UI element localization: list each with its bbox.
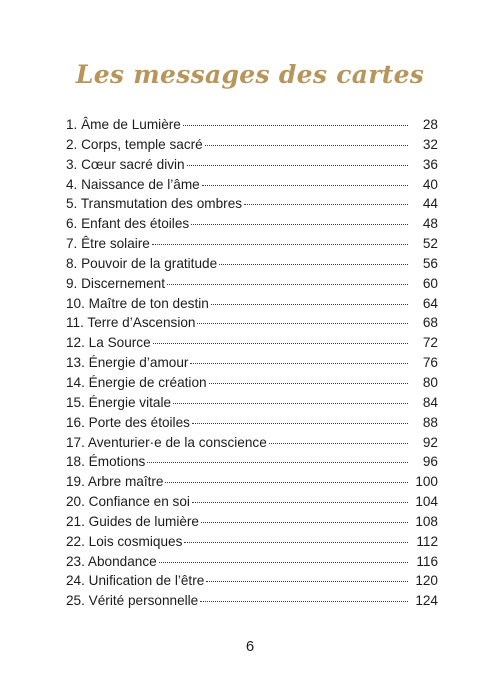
entry-title: 11. Terre d’Ascension [66, 315, 196, 331]
dot-leader [201, 522, 408, 523]
entry-title: 9. Discernement [66, 275, 165, 291]
toc-entry [66, 512, 438, 532]
entry-page-number: 64 [422, 295, 438, 311]
entry-page-number: 60 [422, 275, 438, 291]
toc-entry [66, 333, 438, 353]
dot-leader [192, 502, 408, 503]
entry-page-number: 40 [422, 176, 438, 192]
dot-leader [187, 165, 408, 166]
dot-leader [219, 264, 408, 265]
entry-page-number: 56 [422, 255, 438, 271]
toc-entry [66, 294, 438, 314]
dot-leader [167, 284, 408, 285]
toc-entry [66, 274, 438, 294]
toc-entry [66, 254, 438, 274]
toc-entry [66, 591, 438, 611]
toc-entry [66, 135, 438, 155]
entry-page-number: 28 [422, 117, 438, 132]
entry-page-number: 108 [415, 513, 438, 529]
entry-title: 3. Cœur sacré divin [66, 156, 185, 172]
dot-leader [205, 145, 408, 146]
dot-leader [209, 383, 408, 384]
entry-title: 15. Énergie vitale [66, 394, 172, 410]
dot-leader [147, 462, 408, 463]
dot-leader [190, 363, 408, 364]
dot-leader [183, 125, 408, 126]
entry-title: 2. Corps, temple sacré [66, 136, 203, 152]
entry-page-number: 120 [415, 573, 438, 589]
entry-title: 8. Pouvoir de la gratitude [66, 255, 218, 271]
dot-leader [269, 443, 408, 444]
table-of-contents [66, 115, 438, 611]
entry-title: 5. Transmutation des ombres [66, 196, 243, 212]
toc-entry [66, 353, 438, 373]
toc-entry [66, 472, 438, 492]
entry-page-number: 92 [422, 434, 438, 450]
toc-entry [66, 313, 438, 333]
entry-page-number: 48 [422, 216, 438, 232]
entry-page-number: 124 [415, 593, 438, 609]
dot-leader [153, 343, 408, 344]
toc-entry [66, 373, 438, 393]
entry-title: 10. Maître de ton destin [66, 295, 209, 311]
entry-title: 22. Lois cosmiques [66, 533, 183, 549]
page-number: 6 [245, 638, 255, 655]
dot-leader [197, 323, 408, 324]
entry-page-number: 44 [422, 196, 438, 212]
entry-page-number: 80 [422, 374, 438, 390]
dot-leader [159, 562, 408, 563]
dot-leader [211, 304, 408, 305]
dot-leader [200, 601, 408, 602]
dot-leader [202, 185, 408, 186]
entry-page-number: 84 [422, 394, 438, 410]
toc-entry [66, 194, 438, 214]
toc-entry [66, 571, 438, 591]
dot-leader [244, 204, 408, 205]
dot-leader [184, 542, 408, 543]
toc-entry [66, 452, 438, 472]
entry-title: 25. Vérité personnelle [66, 593, 199, 609]
entry-title: 16. Porte des étoiles [66, 414, 190, 430]
entry-title: 7. Être solaire [66, 236, 150, 252]
entry-page-number: 104 [415, 494, 438, 510]
entry-page-number: 88 [422, 414, 438, 430]
toc-entry [66, 155, 438, 175]
entry-page-number: 68 [422, 315, 438, 331]
entry-page-number: 36 [422, 156, 438, 172]
toc-entry [66, 552, 438, 572]
dot-leader [206, 581, 408, 582]
dot-leader [165, 482, 408, 483]
entry-title: 14. Énergie de création [66, 374, 207, 390]
toc-entry [66, 175, 438, 195]
toc-entry [66, 413, 438, 433]
entry-page-number: 52 [422, 236, 438, 252]
entry-title: 17. Aventurier·e de la conscience [66, 434, 267, 450]
entry-title: 12. La Source [66, 335, 151, 351]
entry-title: 21. Guides de lumière [66, 513, 199, 529]
toc-entry [66, 433, 438, 453]
entry-page-number: 112 [416, 533, 438, 549]
entry-page-number: 96 [422, 454, 438, 470]
entry-page-number: 32 [422, 136, 438, 152]
toc-entry [66, 115, 438, 135]
entry-page-number: 76 [422, 355, 438, 371]
entry-title: 4. Naissance de l’âme [66, 176, 200, 192]
entry-title: 6. Enfant des étoiles [66, 216, 190, 232]
entry-page-number: 100 [415, 474, 438, 490]
dot-leader [152, 244, 408, 245]
entry-title: 19. Arbre maître [66, 474, 164, 490]
dot-leader [191, 224, 408, 225]
toc-entry [66, 214, 438, 234]
entry-page-number: 116 [416, 553, 438, 569]
entry-title: 18. Émotions [66, 454, 146, 470]
entry-title: 23. Abondance [66, 553, 157, 569]
toc-entry [66, 234, 438, 254]
entry-title: 1. Âme de Lumière [66, 117, 181, 132]
toc-entry [66, 532, 438, 552]
dot-leader [192, 423, 408, 424]
entry-title: 24. Unification de l’être [66, 573, 205, 589]
page-title: Les messages des cartes [75, 60, 425, 89]
dot-leader [173, 403, 408, 404]
toc-entry [66, 492, 438, 512]
entry-page-number: 72 [422, 335, 438, 351]
entry-title: 13. Énergie d’amour [66, 355, 189, 371]
entry-title: 20. Confiance en soi [66, 494, 190, 510]
toc-entry [66, 393, 438, 413]
